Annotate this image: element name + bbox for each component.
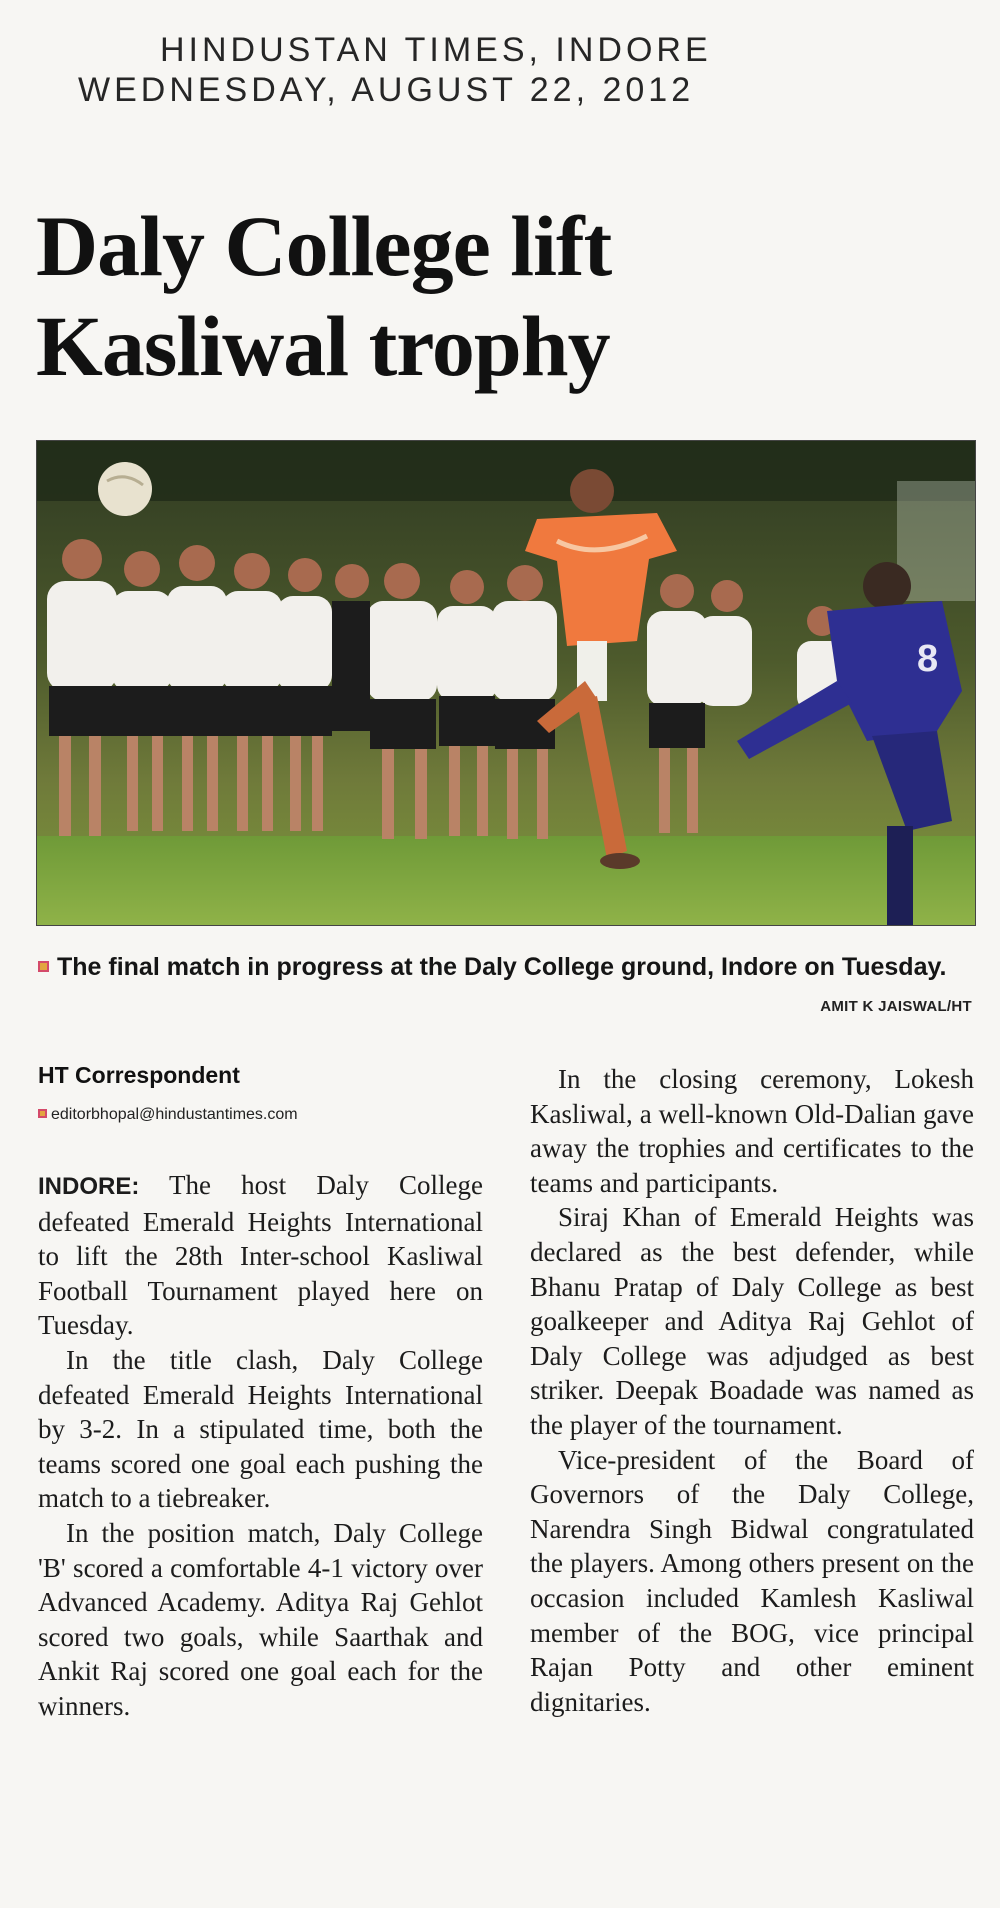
article-paragraph: Vice-president of the Board of Governors of the Daly College, Narendra Singh Bidwal congratulated the players. Among others present on the occasion included Kamlesh Kasliwal member of the BOG, vice principal Rajan Potty and other eminent dignitaries.: [530, 1444, 974, 1717]
article-paragraph: INDORE: The host Daly College defeated Emerald Heights International to lift the 28th Inter-school Kasliwal Football Tournament played here on Tuesday.: [38, 1170, 483, 1341]
headline: [36, 196, 756, 396]
article-paragraph: In the closing ceremony, Lokesh Kasliwal, a well-known Old-Dalian gave away the trophies and certificates to the teams and participants.: [530, 1064, 974, 1198]
article-paragraph: Siraj Khan of Emerald Heights was declared as the best defender, while Bhanu Pratap of Daly College as best goalkeeper and Aditya Raj Gehlot of Daly College was adjudged as best striker. Deepak Boadade was named as the player of the tournament.: [530, 1202, 974, 1440]
article-column-2: [530, 1062, 974, 1719]
headline-line-2: Kasliwal trophy: [36, 298, 610, 394]
jersey-number: 8: [917, 638, 939, 680]
photo-credit: AMIT K JAISWAL/HT: [820, 998, 972, 1015]
match-photo: [36, 440, 976, 926]
byline-email: [38, 1106, 298, 1124]
masthead: [78, 30, 818, 110]
caption-text: The final match in progress at the Daly College ground, Indore on Tuesday.: [57, 953, 947, 981]
email-bullet-icon: [38, 1109, 47, 1118]
masthead-date: WEDNESDAY, AUGUST 22, 2012: [78, 71, 695, 109]
dateline: INDORE:: [38, 1173, 140, 1200]
caption-bullet-icon: [38, 961, 49, 972]
article-paragraph: In the title clash, Daly College defeated Emerald Heights International by 3-2. In a stipulated time, both the teams scored one goal each pushing the match to a tiebreaker.: [38, 1344, 483, 1514]
email-address: editorbhopal@hindustantimes.com: [51, 1106, 298, 1123]
byline-author: HT Correspondent: [38, 1062, 240, 1088]
football-match-illustration: [37, 441, 975, 925]
article-column-1: [38, 1168, 483, 1724]
headline-line-1: Daly College lift: [36, 198, 612, 294]
photo-caption: [38, 950, 974, 984]
football: [98, 462, 152, 516]
article-paragraph: In the position match, Daly College 'B' scored a comfortable 4-1 victory over Advanced Academy. Aditya Raj Gehlot scored two goals, while Saarthak and Ankit Raj scored one goal each for the winners.: [38, 1517, 483, 1721]
masthead-publication: HINDUSTAN TIMES, INDORE: [160, 31, 712, 69]
